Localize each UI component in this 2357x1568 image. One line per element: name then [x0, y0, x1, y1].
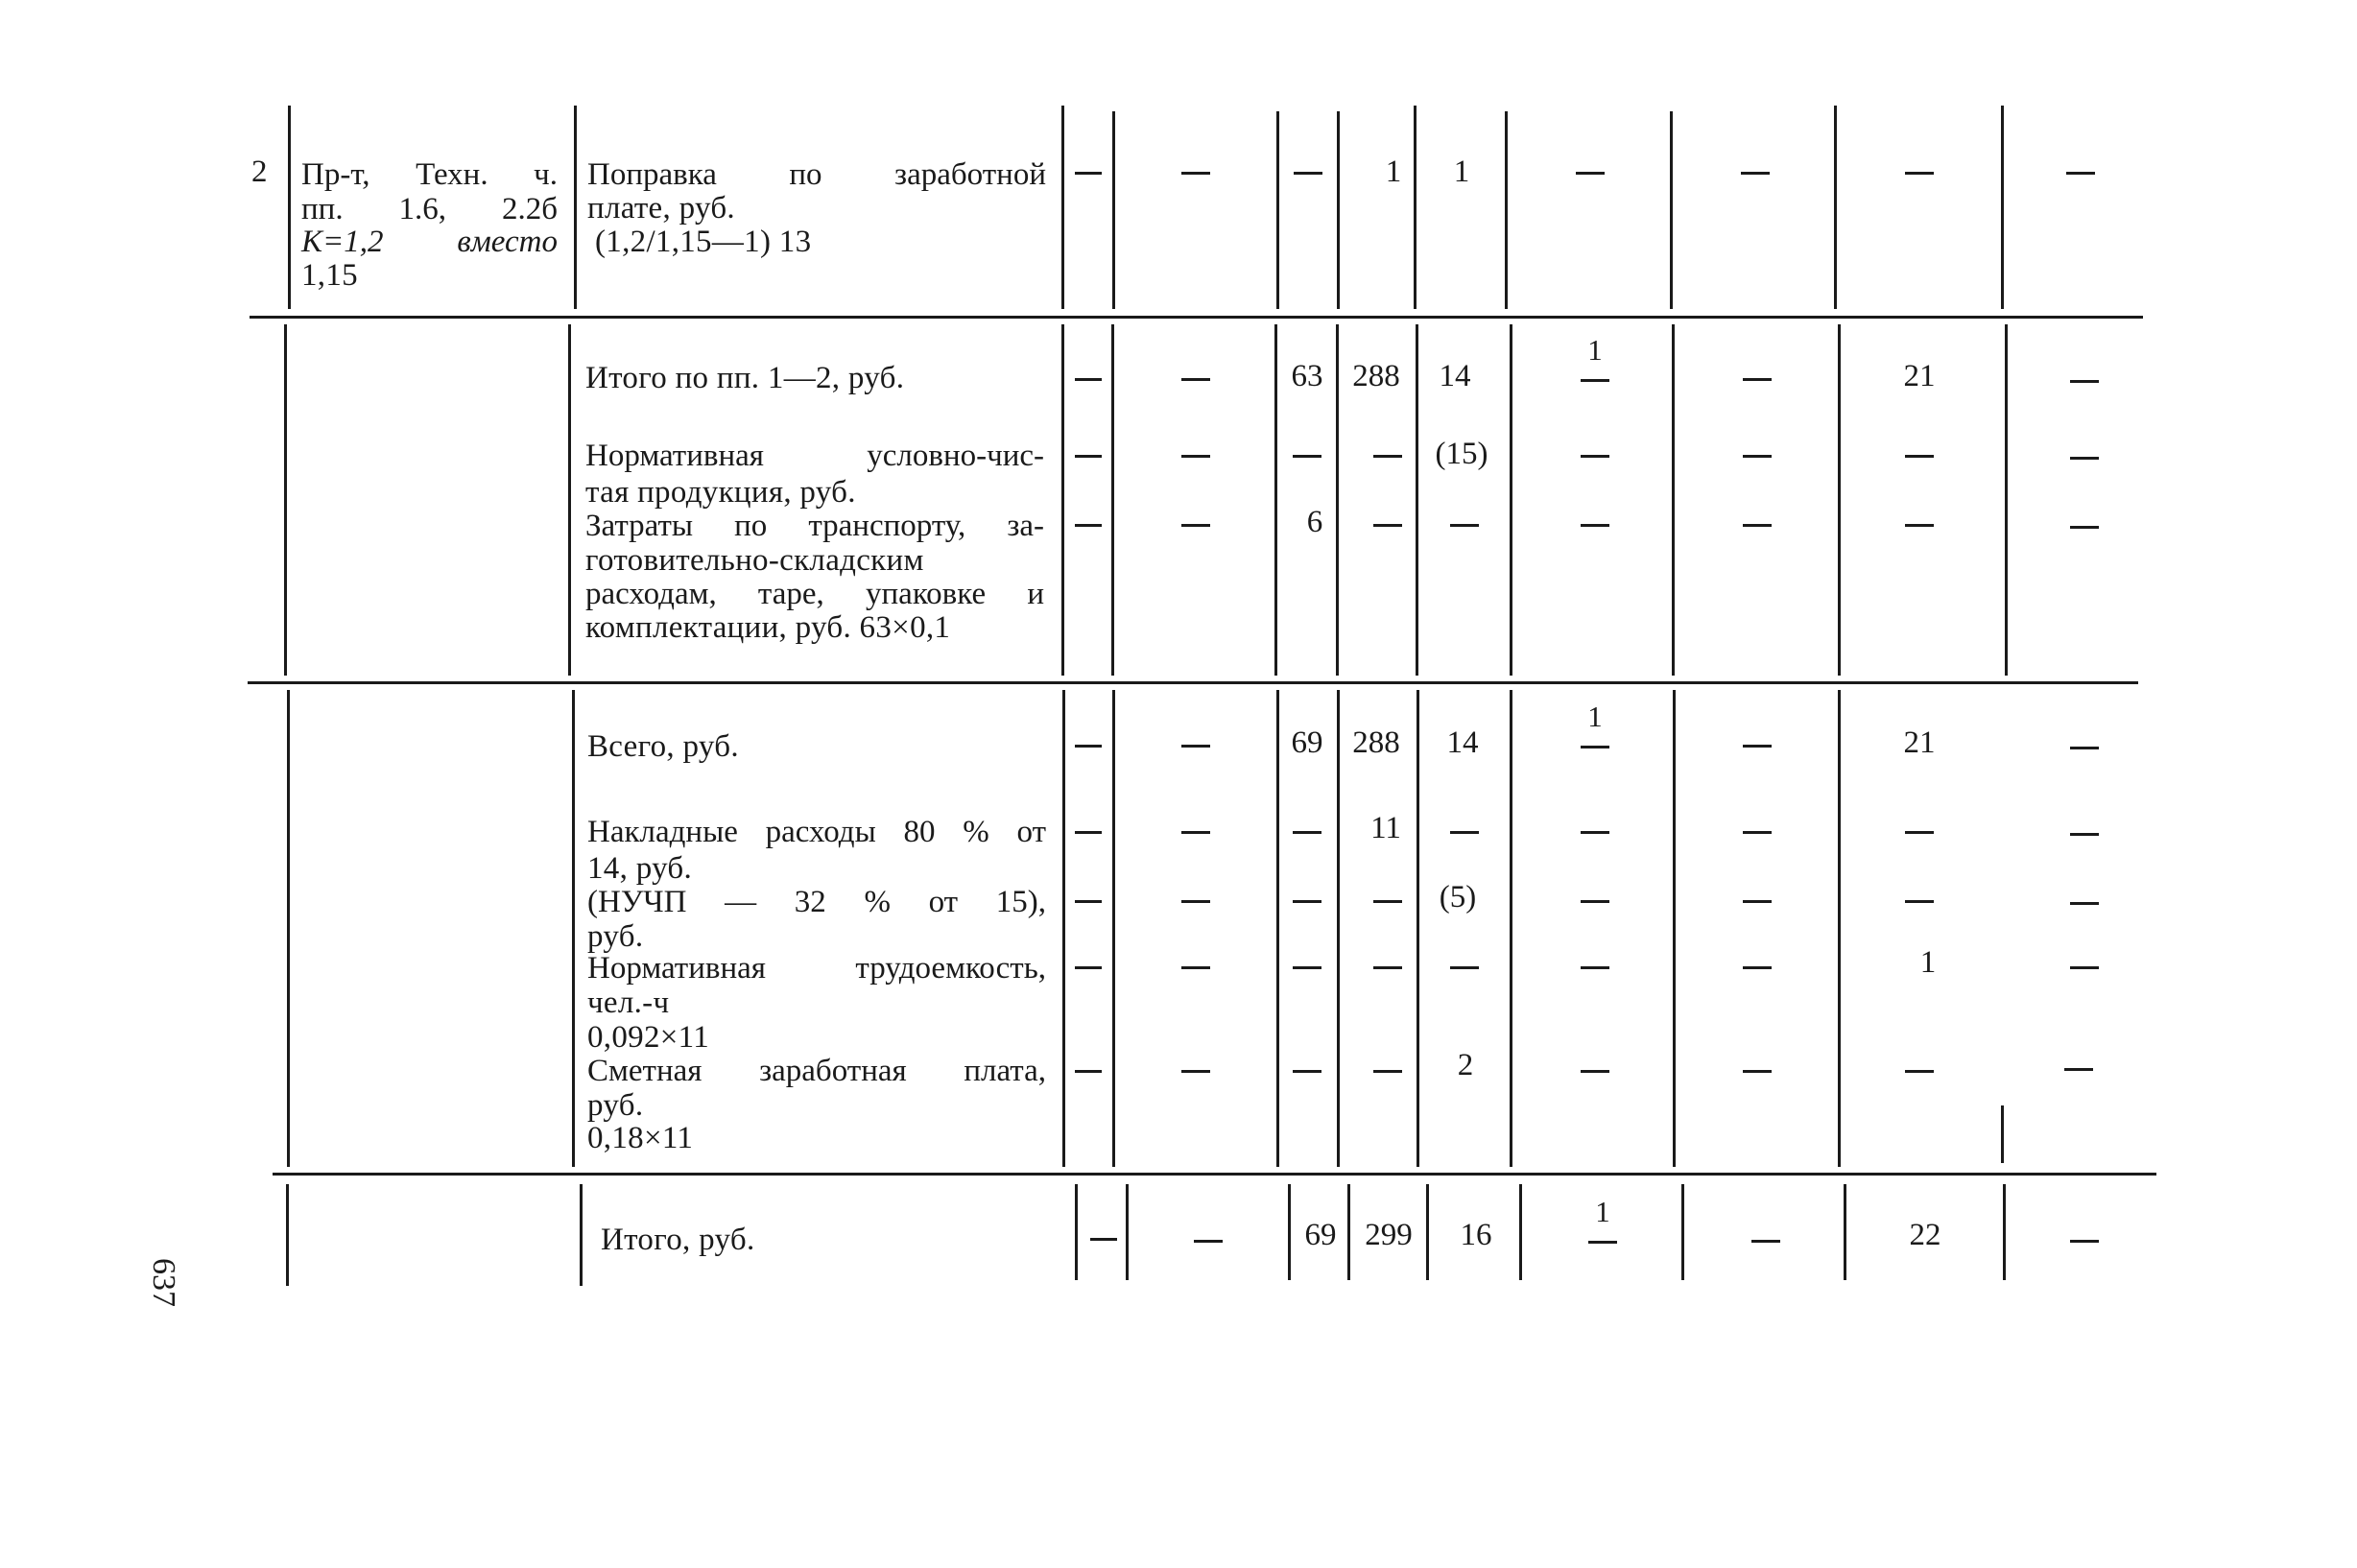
line-label: Затраты по транспорту, за-	[585, 509, 1044, 543]
value-cell: 22	[1909, 1218, 1941, 1252]
dash	[1181, 745, 1210, 748]
dash	[1075, 966, 1102, 969]
column-rule	[568, 324, 571, 676]
dash	[1181, 1070, 1210, 1073]
dash	[1581, 900, 1609, 903]
dash	[1181, 455, 1210, 458]
dash	[1743, 524, 1772, 527]
line-label: расходам, таре, упаковке и	[585, 577, 1044, 611]
dash	[1743, 745, 1772, 748]
row-number: 2	[251, 154, 268, 189]
value-cell: 288	[1352, 725, 1400, 760]
column-rule	[1838, 324, 1841, 676]
basis-line: 1,15	[301, 258, 358, 293]
dash	[1743, 1070, 1772, 1073]
dash	[1194, 1240, 1223, 1243]
dash	[1373, 524, 1402, 527]
column-rule	[286, 1184, 289, 1286]
column-rule	[1075, 1184, 1078, 1280]
dash	[2064, 1068, 2093, 1071]
dash	[1075, 455, 1102, 458]
line-label: Всего, руб.	[587, 729, 739, 764]
value-cell: 299	[1365, 1218, 1413, 1252]
dash	[1450, 966, 1479, 969]
fraction-cell: 1	[1581, 334, 1609, 382]
dash	[1581, 1070, 1609, 1073]
value-cell: 69	[1304, 1218, 1337, 1252]
section-rule-2	[248, 681, 2138, 684]
line-label: Итого по пп. 1—2, руб.	[585, 361, 905, 395]
dash	[1181, 172, 1210, 175]
value-cell: 63	[1291, 359, 1323, 393]
line-label: комплектации, руб. 63×0,1	[585, 610, 951, 645]
dash	[1743, 455, 1772, 458]
description-line: (1,2/1,15—1) 13	[595, 225, 812, 259]
dash	[1373, 966, 1402, 969]
value-cell: 288	[1352, 359, 1400, 393]
line-label: Накладные расходы 80 % от	[587, 815, 1046, 849]
column-rule	[1111, 324, 1114, 676]
column-rule	[1519, 1184, 1522, 1280]
line-label: чел.-ч	[587, 986, 670, 1020]
column-rule	[572, 690, 575, 1167]
value-cell: 21	[1903, 725, 1936, 760]
dash	[1181, 524, 1210, 527]
dash	[1741, 172, 1770, 175]
dash	[1743, 966, 1772, 969]
dash	[1075, 745, 1102, 748]
column-rule	[1336, 324, 1339, 676]
basis-line: Пр-т, Техн. ч.	[301, 157, 558, 192]
dash	[1743, 378, 1772, 381]
dash	[2066, 172, 2095, 175]
fraction-cell: 1	[1588, 1196, 1617, 1244]
column-rule	[1126, 1184, 1129, 1280]
line-label: Сметная заработная плата,	[587, 1054, 1046, 1088]
column-rule	[1337, 690, 1340, 1167]
dash	[1294, 172, 1322, 175]
dash	[1181, 378, 1210, 381]
column-rule	[1347, 1184, 1350, 1280]
column-rule	[1274, 324, 1277, 676]
column-rule	[1510, 324, 1512, 676]
dash	[1373, 900, 1402, 903]
line-label: руб.	[587, 919, 644, 954]
dash	[1090, 1238, 1117, 1241]
line-label: готовительно-складским	[585, 543, 924, 578]
basis-line: пп. 1.6, 2.2б	[301, 192, 558, 226]
dash	[1075, 172, 1102, 175]
value-cell: (15)	[1435, 437, 1488, 471]
column-rule	[1112, 690, 1115, 1167]
column-rule	[1276, 690, 1279, 1167]
dash	[1905, 900, 1934, 903]
column-rule	[1505, 111, 1508, 309]
dash	[1751, 1240, 1780, 1243]
dash	[1581, 831, 1609, 834]
dash	[1581, 524, 1609, 527]
dash	[1581, 966, 1609, 969]
dash	[1181, 831, 1210, 834]
column-rule	[580, 1184, 583, 1286]
column-rule	[1276, 111, 1279, 309]
value-cell: 14	[1439, 359, 1471, 393]
column-rule	[287, 690, 290, 1167]
column-rule	[2005, 324, 2008, 676]
dash	[1581, 455, 1609, 458]
dash	[1181, 966, 1210, 969]
column-rule	[284, 324, 287, 676]
column-rule	[1672, 324, 1675, 676]
column-rule	[2001, 1105, 2004, 1163]
dash	[1075, 831, 1102, 834]
value-cell: 21	[1903, 359, 1936, 393]
value-cell: 16	[1460, 1218, 1492, 1252]
dash	[1905, 1070, 1934, 1073]
value-cell: 1	[1385, 154, 1402, 189]
column-rule	[1416, 324, 1418, 676]
column-rule	[1061, 106, 1064, 309]
dash	[1905, 524, 1934, 527]
line-label: 14, руб.	[587, 851, 693, 886]
page-number: 637	[146, 1258, 181, 1307]
column-rule	[1414, 106, 1417, 309]
dash	[2070, 966, 2099, 969]
column-rule	[1838, 690, 1841, 1167]
column-rule	[1337, 111, 1340, 309]
dash	[1075, 900, 1102, 903]
dash	[1905, 455, 1934, 458]
column-rule	[2001, 106, 2004, 309]
dash	[1293, 831, 1321, 834]
column-rule	[2003, 1184, 2006, 1280]
total-label: Итого, руб.	[601, 1223, 755, 1257]
line-label: тая продукция, руб.	[585, 475, 856, 510]
value-cell: (5)	[1439, 880, 1477, 915]
column-rule	[1426, 1184, 1429, 1280]
description-line: плате, руб.	[587, 191, 735, 226]
dash	[1743, 900, 1772, 903]
description-line: Поправка по заработной	[587, 157, 1046, 192]
dash	[1293, 455, 1321, 458]
line-label: (НУЧП — 32 % от 15),	[587, 885, 1046, 919]
column-rule	[1288, 1184, 1291, 1280]
line-label: 0,092×11	[587, 1020, 710, 1055]
column-rule	[1062, 690, 1065, 1167]
line-label: Нормативная условно-чис-	[585, 439, 1044, 473]
value-cell: 69	[1291, 725, 1323, 760]
section-rule-3	[273, 1173, 2156, 1176]
value-cell: 14	[1446, 725, 1479, 760]
dash	[1075, 524, 1102, 527]
dash	[1293, 966, 1321, 969]
dash	[1905, 831, 1934, 834]
column-rule	[1681, 1184, 1684, 1280]
dash	[2070, 1240, 2099, 1243]
dash	[2070, 747, 2099, 749]
value-cell: 1	[1919, 945, 1937, 980]
dash	[2070, 457, 2099, 460]
dash	[1450, 524, 1479, 527]
basis-line: K=1,2 вместо	[301, 225, 558, 259]
dash	[1293, 1070, 1321, 1073]
value-cell: 11	[1370, 811, 1401, 845]
value-cell: 6	[1306, 505, 1323, 539]
column-rule	[288, 106, 291, 309]
dash	[2070, 902, 2099, 905]
column-rule	[1670, 111, 1673, 309]
line-label: Нормативная трудоемкость,	[587, 951, 1046, 986]
dash	[1450, 831, 1479, 834]
column-rule	[1061, 324, 1064, 676]
column-rule	[1673, 690, 1676, 1167]
column-rule	[1510, 690, 1512, 1167]
column-rule	[1834, 106, 1837, 309]
column-rule	[1417, 690, 1419, 1167]
dash	[2070, 380, 2099, 383]
value-cell: 2	[1457, 1048, 1474, 1082]
dash	[2070, 833, 2099, 836]
dash	[1075, 1070, 1102, 1073]
value-cell: 1	[1453, 154, 1470, 189]
dash	[1576, 172, 1605, 175]
line-label: 0,18×11	[587, 1121, 694, 1155]
column-rule	[1844, 1184, 1846, 1280]
dash	[1293, 900, 1321, 903]
section-rule-1	[250, 316, 2143, 319]
dash	[2070, 526, 2099, 529]
dash	[1743, 831, 1772, 834]
dash	[1905, 172, 1934, 175]
dash	[1373, 1070, 1402, 1073]
line-label: руб.	[587, 1088, 644, 1123]
dash	[1181, 900, 1210, 903]
fraction-cell: 1	[1581, 701, 1609, 748]
dash	[1075, 378, 1102, 381]
column-rule	[574, 106, 577, 309]
column-rule	[1112, 111, 1115, 309]
dash	[1373, 455, 1402, 458]
